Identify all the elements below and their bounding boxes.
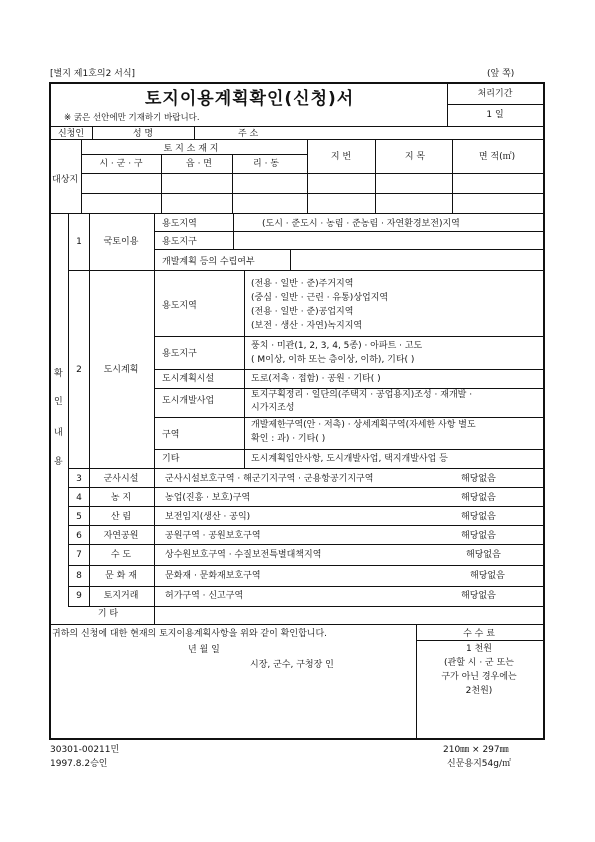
section-9-bottom (68, 606, 543, 607)
section-7-value: 상수원보호구역 · 수질보전특별대책지역 (165, 550, 322, 560)
urban-dev-line-1: 토지구획정리 · 일단의(주택지 · 공업용지)조성 · 재개발 · (251, 390, 473, 400)
urban-area-line-2: 확인 : 과) · 기타( ) (251, 434, 326, 444)
fee-line-2: (관할 시 · 군 또는 (444, 658, 514, 668)
section-3-value: 군사시설보호구역 · 해군기지구역 · 군용항공기지구역 (165, 474, 374, 484)
eupmyeon-header: 읍 · 면 (186, 159, 212, 169)
section-4-value: 농업(진흥 · 보호)구역 (165, 493, 251, 503)
section-4-no: 4 (76, 493, 82, 503)
section-6-na: 해당없음 (461, 531, 496, 541)
sigungu-header: 시 · 군 · 구 (99, 159, 143, 169)
section-1-name: 국토이용 (103, 237, 139, 247)
confirm-char-4: 용 (54, 457, 63, 467)
landuse-zone-value: (도시 · 준도시 · 농림 · 준농림 · 자연환경보전)지역 (262, 219, 460, 229)
section-3-name: 군사시설 (103, 474, 139, 484)
section-2-bottom (68, 468, 543, 469)
section-5-na: 해당없음 (461, 512, 496, 522)
section-2-name: 도시계획 (103, 365, 139, 375)
fee-line-1: 1 천원 (466, 644, 492, 654)
confirmation-statement: 귀하의 신청에 대한 현재의 토지이용계획사항을 위와 같이 확인합니다. (52, 629, 328, 639)
section-1-bottom (68, 270, 543, 271)
col-line-5 (452, 139, 453, 213)
issue-date: 년 월 일 (188, 645, 220, 655)
section-column-line (154, 213, 155, 606)
frame-top (49, 82, 545, 84)
urban-line-2 (154, 369, 543, 370)
col-line-2 (232, 154, 233, 213)
frame-right (543, 82, 545, 740)
location-midline (81, 154, 307, 155)
area-header: 면 적(㎡) (478, 152, 516, 162)
urban-line-4 (154, 417, 543, 418)
target-label: 대상지 (52, 175, 79, 185)
urban-line-3 (154, 388, 543, 389)
section-3-bottom (68, 487, 543, 488)
section-8-value: 문화재 · 문화재보호구역 (165, 571, 261, 581)
section-5-no: 5 (76, 512, 82, 522)
section-9-no: 9 (76, 591, 82, 601)
target-row-line-1 (81, 173, 543, 174)
urban-zone-line-1: (전용 · 일반 · 준)주거지역 (251, 279, 354, 289)
landuse-plan-divider (290, 249, 291, 270)
confirm-char-2: 인 (54, 397, 63, 407)
applicant-address-label: 주 소 (238, 129, 259, 139)
section-2-no: 2 (76, 365, 82, 375)
urban-facility-value: 도로(저촉 · 접함) · 공원 · 기타( ) (251, 374, 381, 384)
section-3-na: 해당없음 (461, 474, 496, 484)
section-7-no: 7 (76, 550, 82, 560)
section-8-no: 8 (76, 571, 82, 581)
applicant-label: 신청인 (57, 129, 85, 139)
col-line-4 (375, 139, 376, 213)
applicant-divider-1 (92, 126, 93, 139)
confirm-char-3: 내 (54, 428, 63, 438)
ridong-header: 리 · 동 (253, 159, 279, 169)
urban-line-1 (154, 336, 543, 337)
applicant-name-label: 성 명 (132, 129, 154, 139)
section-5-value: 보전임지(생산 · 공익) (165, 512, 251, 522)
urban-area-label: 구역 (162, 430, 180, 440)
form-reference: [별지 제1호의2 서식] (50, 69, 136, 79)
confirm-char-1: 확 (54, 369, 63, 379)
section-6-name: 자연공원 (103, 531, 139, 541)
target-divider (81, 139, 82, 213)
urban-etc-label: 기타 (162, 454, 180, 464)
approval-date: 1997.8.2승인 (50, 759, 108, 769)
landuse-plan-label: 개발계획 등의 수립여부 (162, 257, 255, 267)
line-other-bottom (49, 624, 545, 625)
section-7-bottom (68, 565, 543, 566)
applicant-divider-2 (194, 126, 195, 139)
col-line-3 (307, 139, 308, 213)
line-applicant-bottom (49, 139, 545, 140)
processing-label: 처리기간 (477, 89, 513, 99)
form-title: 토지이용계획확인(신청)서 (145, 89, 355, 109)
urban-zone-line-2: (중심 · 일반 · 근린 · 유통)상업지역 (251, 293, 389, 303)
fee-line-3: 구가 아닌 경우에는 (441, 672, 517, 682)
other-label: 기 타 (97, 609, 119, 619)
section-4-bottom (68, 506, 543, 507)
page-side: (앞 쪽) (487, 69, 515, 79)
urban-zone-label: 용도지역 (162, 301, 197, 311)
frame-left (49, 82, 51, 740)
section-4-na: 해당없음 (461, 493, 496, 503)
urban-district-line-1: 풍치 · 미관(1, 2, 3, 4, 5종) · 아파트 · 고도 (251, 341, 423, 351)
section-6-no: 6 (76, 531, 82, 541)
section-6-value: 공원구역 · 공원보호구역 (165, 531, 261, 541)
section-7-na: 해당없음 (466, 550, 501, 560)
section-6-bottom (68, 544, 543, 545)
frame-bottom (49, 738, 545, 740)
col-line-1 (161, 154, 162, 213)
urban-zone-line-3: (전용 · 일반 · 준)공업지역 (251, 307, 354, 317)
fee-label: 수 수 료 (463, 629, 495, 639)
target-row-line-2 (81, 193, 543, 194)
issuer-signature: 시장, 군수, 구청장 인 (250, 660, 334, 670)
urban-zone-line-4: (보전 · 생산 · 자연)녹지지역 (251, 321, 363, 331)
other-divider (154, 606, 155, 624)
section-5-bottom (68, 525, 543, 526)
section-8-name: 문 화 재 (105, 571, 137, 581)
urban-district-label: 용도지구 (162, 349, 197, 359)
number-column-line (89, 213, 90, 606)
urban-etc-value: 도시계획입안사항, 도시개발사업, 택지개발사업 등 (251, 454, 448, 464)
processing-midline (447, 104, 543, 105)
line-title-bottom (49, 126, 545, 127)
section-8-na: 해당없음 (470, 571, 505, 581)
urban-dev-line-2: 시가지조성 (251, 403, 295, 413)
urban-district-line-2: ( M이상, 이하 또는 층이상, 이하), 기타( ) (251, 355, 415, 365)
landuse-line-1 (154, 231, 543, 232)
line-target-bottom (49, 213, 545, 214)
urban-area-line-1: 개발제한구역(안 · 저촉) · 상세계획구역(자세한 사항 별도 (251, 420, 476, 430)
fee-midline (416, 640, 543, 641)
fee-divider (416, 624, 417, 740)
section-9-name: 토지거래 (103, 591, 139, 601)
landuse-district-label: 용도지구 (162, 237, 197, 247)
fill-note: ※ 굵은 선안에만 기재하기 바랍니다. (64, 113, 200, 123)
form-code: 30301-00211민 (50, 745, 120, 755)
jibeon-header: 지 번 (330, 152, 352, 162)
urban-line-5 (154, 449, 543, 450)
landuse-zone-label: 용도지역 (162, 219, 197, 229)
section-8-bottom (68, 586, 543, 587)
urban-facility-label: 도시계획시설 (162, 374, 215, 384)
landuse-line-2 (154, 249, 543, 250)
section-9-na: 해당없음 (461, 591, 496, 601)
processing-value: 1 일 (486, 110, 504, 120)
paper-size: 210㎜ × 297㎜ (443, 745, 509, 755)
section-5-name: 산 림 (110, 512, 132, 522)
section-1-no: 1 (76, 237, 82, 247)
paper-type: 신문용지54g/㎡ (447, 759, 511, 769)
confirm-column-line (68, 213, 69, 606)
section-4-name: 농 지 (110, 493, 132, 503)
section-7-name: 수 도 (110, 550, 132, 560)
section-9-value: 허가구역 · 신고구역 (165, 591, 244, 601)
fee-line-4: 2천원) (465, 686, 493, 696)
urban-dev-label: 도시개발사업 (162, 396, 215, 406)
section-3-no: 3 (76, 474, 82, 484)
jimok-header: 지 목 (404, 152, 426, 162)
location-header: 토 지 소 재 지 (163, 144, 219, 154)
